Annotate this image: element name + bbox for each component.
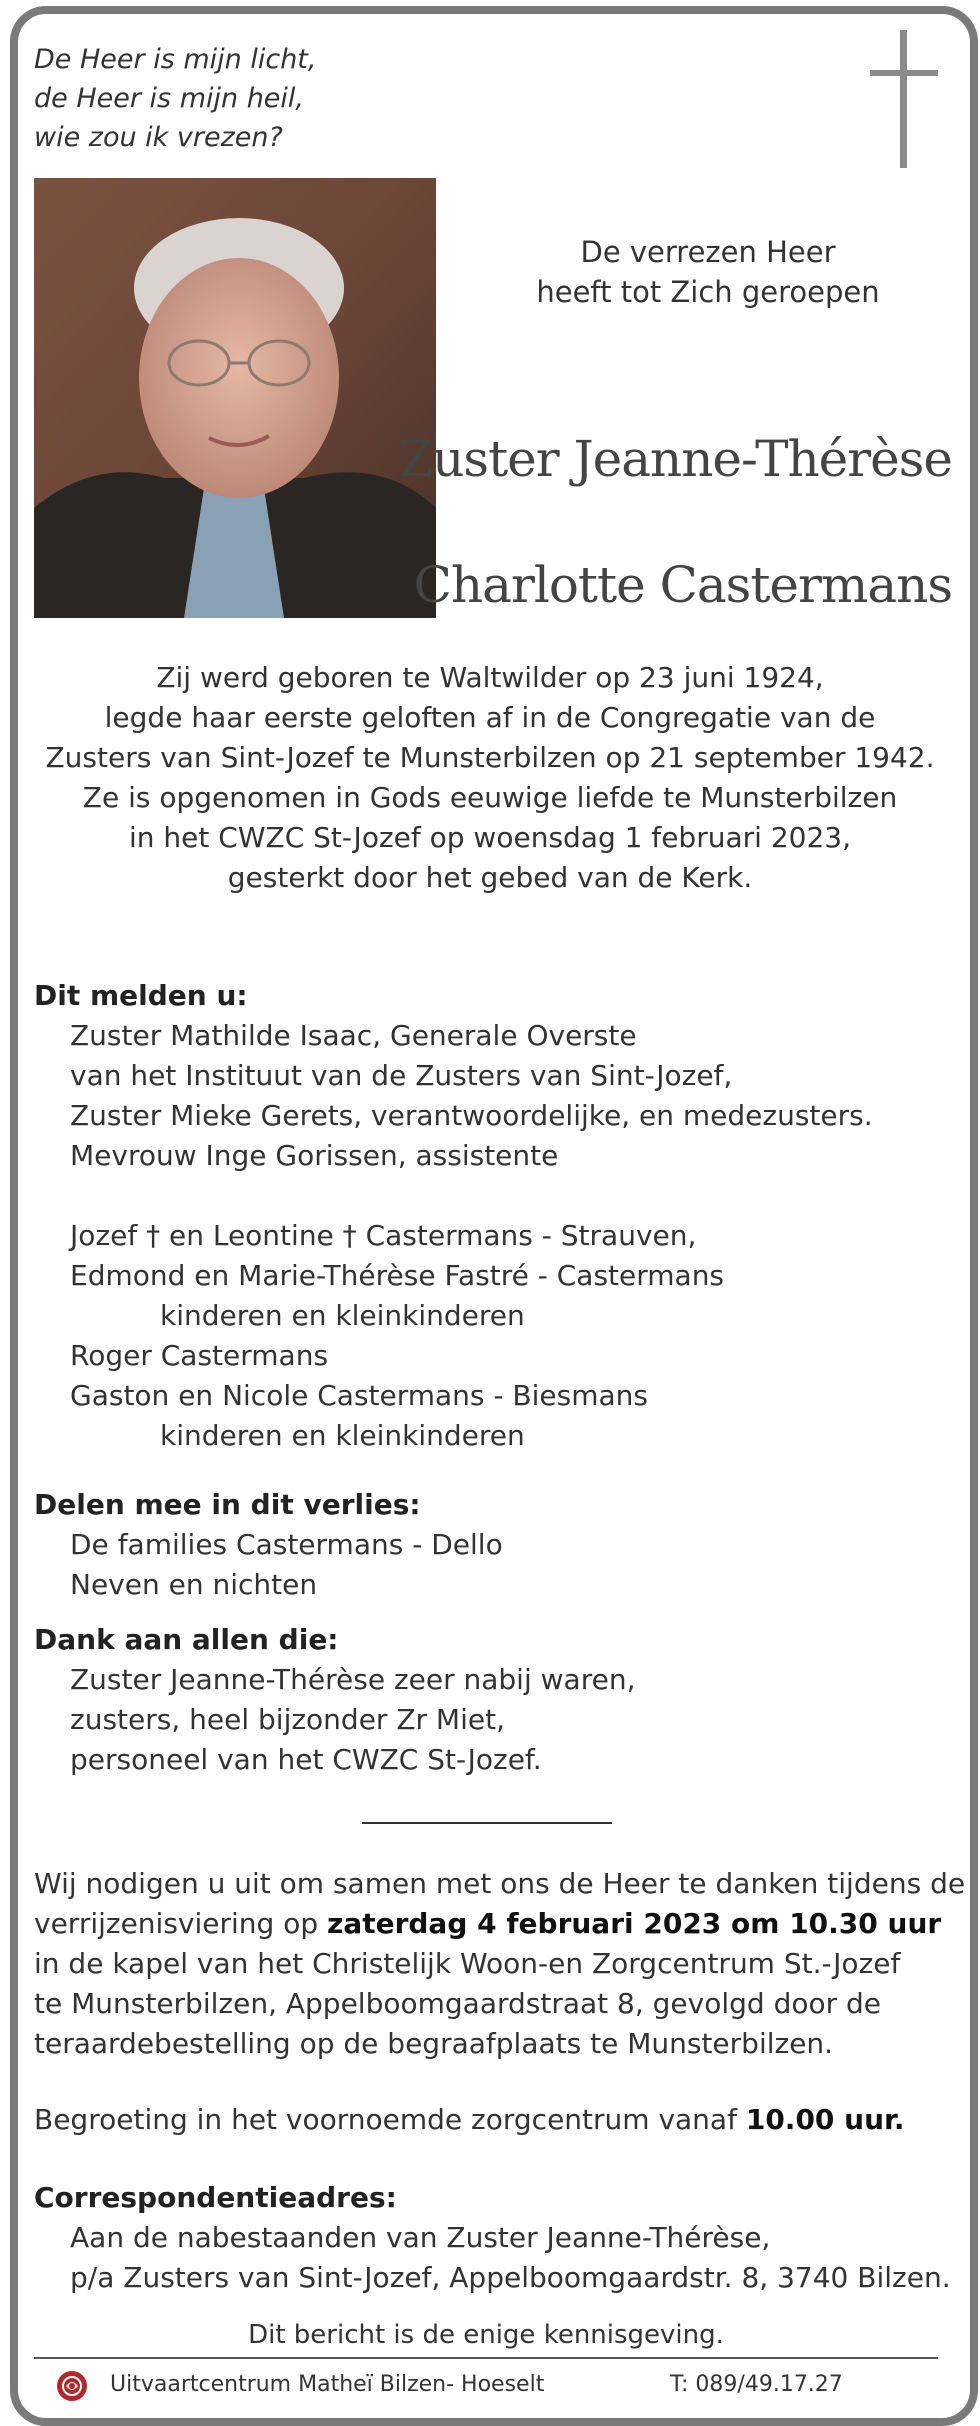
invite-line: in de kapel van het Christelijk Woon-en Zorgcentrum St.-Jozef — [34, 1947, 901, 1980]
correspondence-line: p/a Zusters van Sint-Jozef, Appelboomgaardstr. 8, 3740 Bilzen. — [70, 2261, 951, 2294]
greeting — [34, 2100, 904, 2140]
portrait-photo — [34, 178, 436, 618]
cross-icon — [868, 26, 940, 172]
called-line: heeft tot Zich geroepen — [536, 275, 880, 309]
announce-line: Zuster Mathilde Isaac, Generale Overste — [70, 1019, 637, 1052]
bio-line: legde haar eerste geloften af in de Congregatie van de — [104, 701, 876, 734]
correspondence-heading: Correspondentieadres: — [34, 2181, 397, 2214]
quote-line: de Heer is mijn heil, — [34, 83, 304, 114]
share-line: Neven en nichten — [70, 1568, 318, 1601]
greeting-line — [34, 2100, 904, 2140]
called-text — [488, 232, 928, 312]
announce-heading: Dit melden u: — [34, 979, 248, 1012]
bio-line: Zusters van Sint-Jozef te Munsterbilzen op 21 september 1942. — [45, 741, 935, 774]
footer-divider — [34, 2357, 938, 2359]
correspondence-line: Aan de nabestaanden van Zuster Jeanne-Thérèse, — [70, 2221, 771, 2254]
thanks-line: zusters, heel bijzonder Zr Miet, — [70, 1703, 505, 1736]
bio-line: Zij werd geboren te Waltwilder op 23 juni 1924, — [156, 661, 824, 694]
family-line: Roger Castermans — [70, 1339, 329, 1372]
family-line: Edmond en Marie-Thérèse Fastré - Castermans — [70, 1259, 725, 1292]
share-heading: Delen mee in dit verlies: — [34, 1488, 421, 1521]
correspondence-section — [34, 2178, 951, 2298]
thanks-line: personeel van het CWZC St-Jozef. — [70, 1743, 542, 1776]
bio-line: gesterkt door het gebed van de Kerk. — [227, 861, 753, 894]
greeting-time: 10.00 uur. — [745, 2103, 905, 2136]
deceased-name-line1: Zuster Jeanne-Thérèse — [398, 430, 952, 488]
family-line: kinderen en kleinkinderen — [160, 1299, 525, 1332]
invitation — [34, 1864, 965, 2064]
thanks-heading: Dank aan allen die: — [34, 1623, 339, 1656]
notice-text: Dit bericht is de enige kennisgeving. — [248, 2320, 724, 2350]
divider — [362, 1822, 612, 1824]
footer — [34, 2366, 938, 2406]
announce-line: Mevrouw Inge Gorissen, assistente — [70, 1139, 559, 1172]
funeral-home-phone: T: 089/49.17.27 — [670, 2372, 843, 2397]
invite-line: te Munsterbilzen, Appelboomgaardstraat 8, gevolgd door de — [34, 1987, 882, 2020]
biography — [20, 658, 960, 898]
family-line: kinderen en kleinkinderen — [160, 1419, 525, 1452]
invite-line: teraardebestelling op de begraafplaats te Munsterbilzen. — [34, 2027, 834, 2060]
ceremony-datetime: zaterdag 4 februari 2023 om 10.30 uur — [327, 1907, 942, 1940]
greeting-text: Begroeting in het voornoemde zorgcentrum vanaf — [34, 2103, 746, 2136]
thanks-line: Zuster Jeanne-Thérèse zeer nabij waren, — [70, 1663, 636, 1696]
invite-line — [34, 1904, 965, 1944]
scripture-quote — [34, 40, 316, 157]
announce-line: van het Instituut van de Zusters van Sint-Jozef, — [70, 1059, 733, 1092]
quote-line: wie zou ik vrezen? — [34, 122, 283, 153]
deceased-name-line2: Charlotte Castermans — [413, 556, 952, 614]
bio-line: in het CWZC St-Jozef op woensdag 1 februari 2023, — [129, 821, 851, 854]
bio-line: Ze is opgenomen in Gods eeuwige liefde te Munsterbilzen — [82, 781, 898, 814]
share-line: De families Castermans - Dello — [70, 1528, 503, 1561]
quote-line: De Heer is mijn licht, — [34, 44, 317, 75]
family-line: Gaston en Nicole Castermans - Biesmans — [70, 1379, 648, 1412]
thanks-section — [34, 1620, 635, 1780]
family-line: Jozef † en Leontine † Castermans - Strauven, — [70, 1219, 697, 1252]
announce-section — [34, 976, 873, 1456]
called-line: De verrezen Heer — [580, 235, 836, 269]
announce-line: Zuster Mieke Gerets, verantwoordelijke, en medezusters. — [70, 1099, 873, 1132]
invite-text: verrijzenisviering op — [34, 1907, 328, 1940]
share-section — [34, 1485, 503, 1605]
rose-logo-icon — [56, 2370, 88, 2402]
funeral-home-name: Uitvaartcentrum Matheï Bilzen- Hoeselt — [110, 2372, 545, 2397]
invite-line: Wij nodigen u uit om samen met ons de Heer te danken tijdens de — [34, 1867, 966, 1900]
